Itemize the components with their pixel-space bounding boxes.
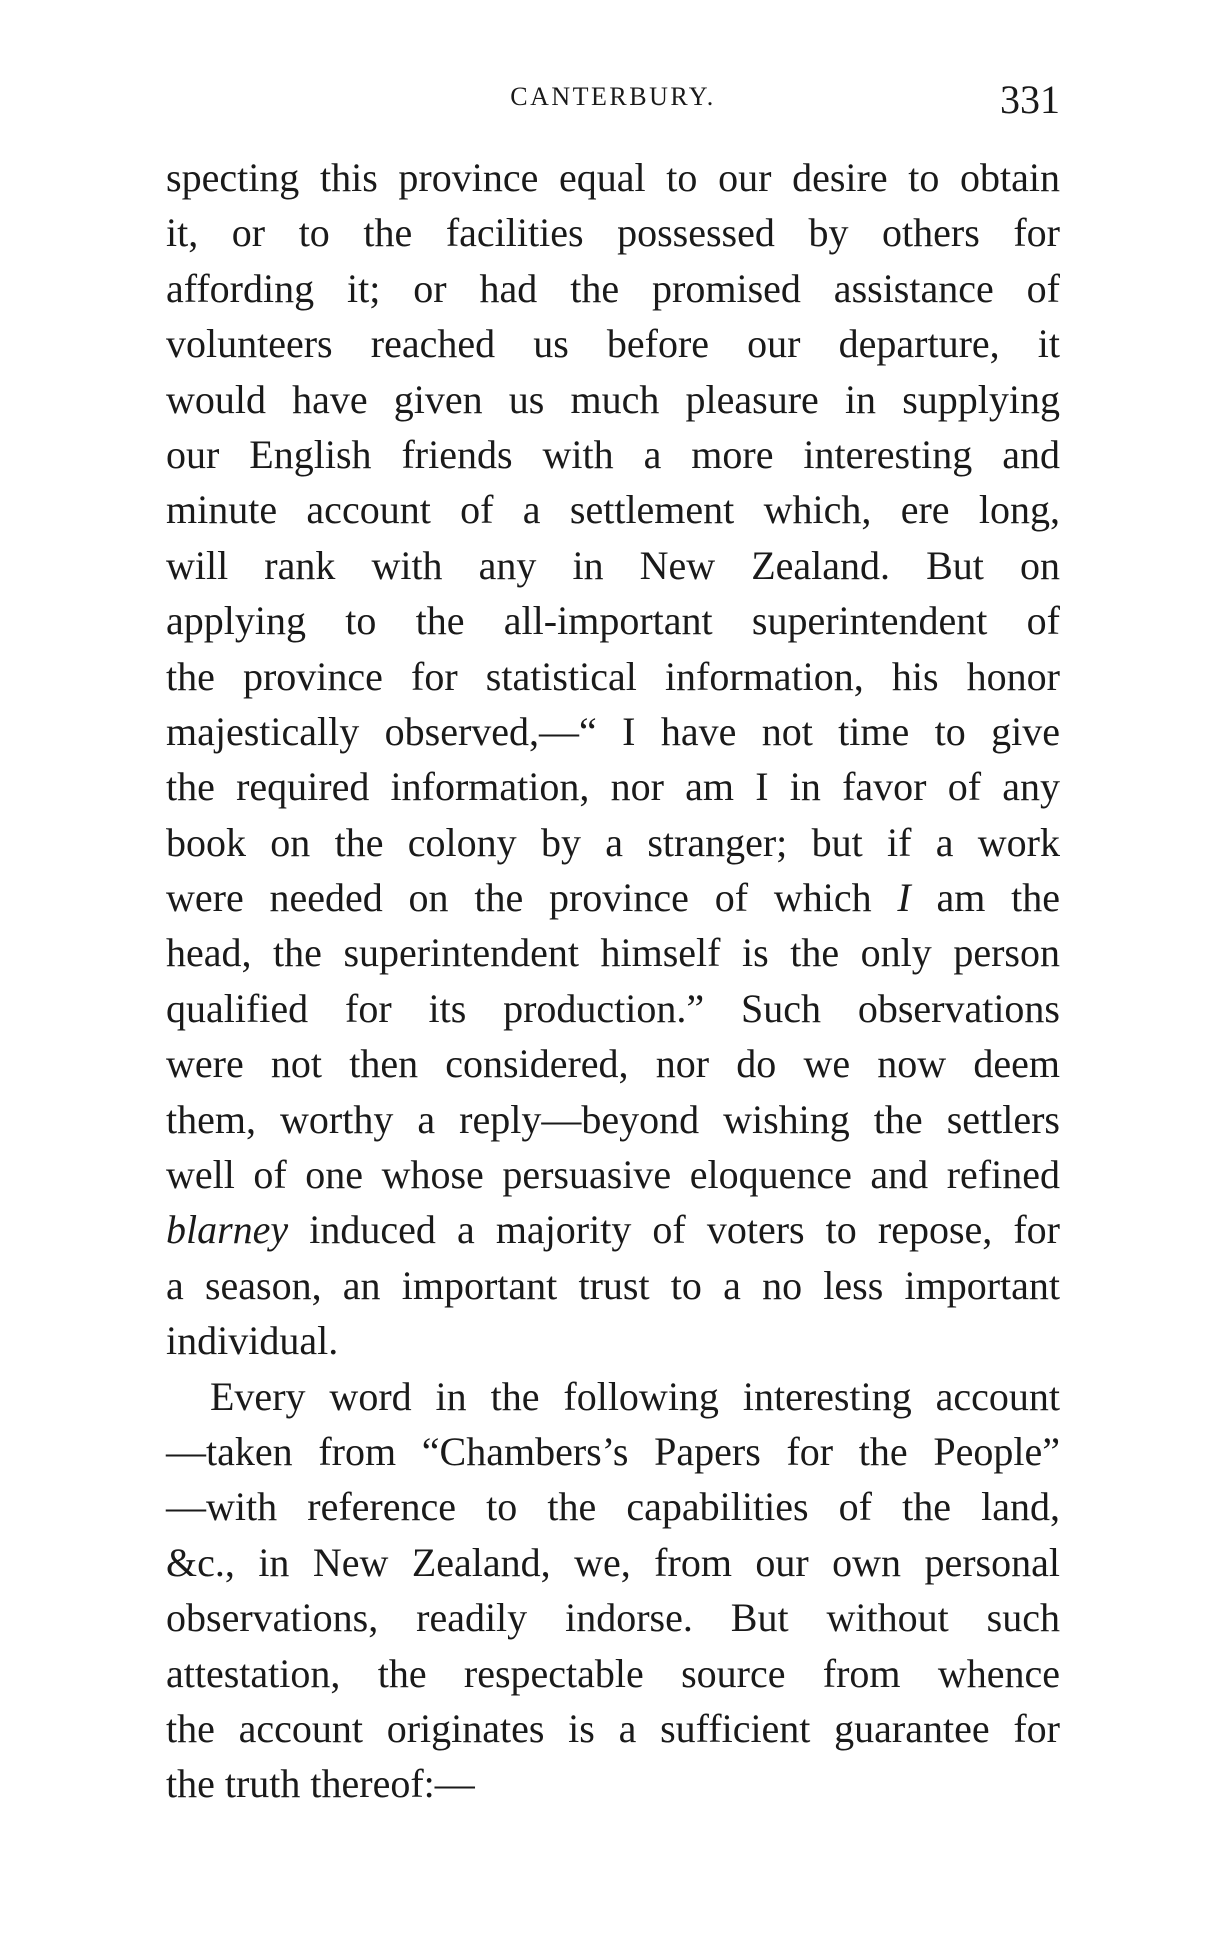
text-line: observations, readily indorse. But without such — [166, 1595, 1060, 1641]
text-line: would have given us much pleasure in supplying — [166, 376, 1060, 422]
text-line: minute account of a settlement which, ere long, — [166, 487, 1060, 533]
text-line: volunteers reached us before our departure, it — [166, 321, 1060, 367]
text-line: the account originates is a sufficient guarantee for — [166, 1705, 1060, 1751]
text-line: were not then considered, nor do we now deem — [166, 1041, 1060, 1087]
text-line: the truth thereof:— — [166, 1761, 475, 1807]
italic-word: blarney — [166, 1207, 289, 1253]
text-fragment: were needed on the province of which — [166, 875, 898, 921]
paragraph-2 — [166, 1369, 1060, 1812]
text-line: attestation, the respectable source from whence — [166, 1650, 1060, 1696]
paragraph-1 — [166, 150, 1060, 1369]
page-number: 331 — [1000, 77, 1060, 122]
text-line: well of one whose persuasive eloquence and refined — [166, 1152, 1060, 1198]
text-fragment: induced a majority of voters to repose, for — [288, 1207, 1060, 1253]
text-line: book on the colony by a stranger; but if a work — [166, 819, 1060, 865]
text-line: the required information, nor am I in favor of any — [166, 764, 1060, 810]
body-text — [166, 150, 1060, 1812]
text-line: them, worthy a reply—beyond wishing the settlers — [166, 1096, 1060, 1142]
text-line: —taken from “Chambers’s Papers for the People” — [166, 1428, 1060, 1474]
text-line: Every word in the following interesting account — [210, 1373, 1060, 1419]
text-line — [166, 870, 1060, 925]
text-line: individual. — [166, 1318, 339, 1364]
text-line: it, or to the facilities possessed by others for — [166, 210, 1060, 256]
italic-word: I — [897, 875, 911, 921]
text-line: our English friends with a more interesting and — [166, 431, 1060, 477]
text-line — [166, 1202, 1060, 1257]
text-line: majestically observed,—“ I have not time to give — [166, 708, 1060, 754]
text-fragment: am the — [910, 875, 1061, 921]
text-line: —with reference to the capabilities of the land, — [166, 1484, 1060, 1530]
text-line: head, the superintendent himself is the only person — [166, 930, 1060, 976]
text-line: specting this province equal to our desire to obtain — [166, 155, 1060, 200]
text-line: affording it; or had the promised assistance of — [166, 265, 1060, 311]
text-line: &c., in New Zealand, we, from our own personal — [166, 1539, 1060, 1585]
text-line: a season, an important trust to a no less important — [166, 1262, 1060, 1308]
running-title: CANTERBURY. — [510, 82, 716, 111]
text-line: the province for statistical information, his honor — [166, 653, 1060, 699]
text-line: qualified for its production.” Such observations — [166, 985, 1060, 1031]
running-head — [166, 76, 1060, 124]
text-line: will rank with any in New Zealand. But on — [166, 542, 1060, 588]
text-line: applying to the all-important superintendent of — [166, 598, 1060, 644]
